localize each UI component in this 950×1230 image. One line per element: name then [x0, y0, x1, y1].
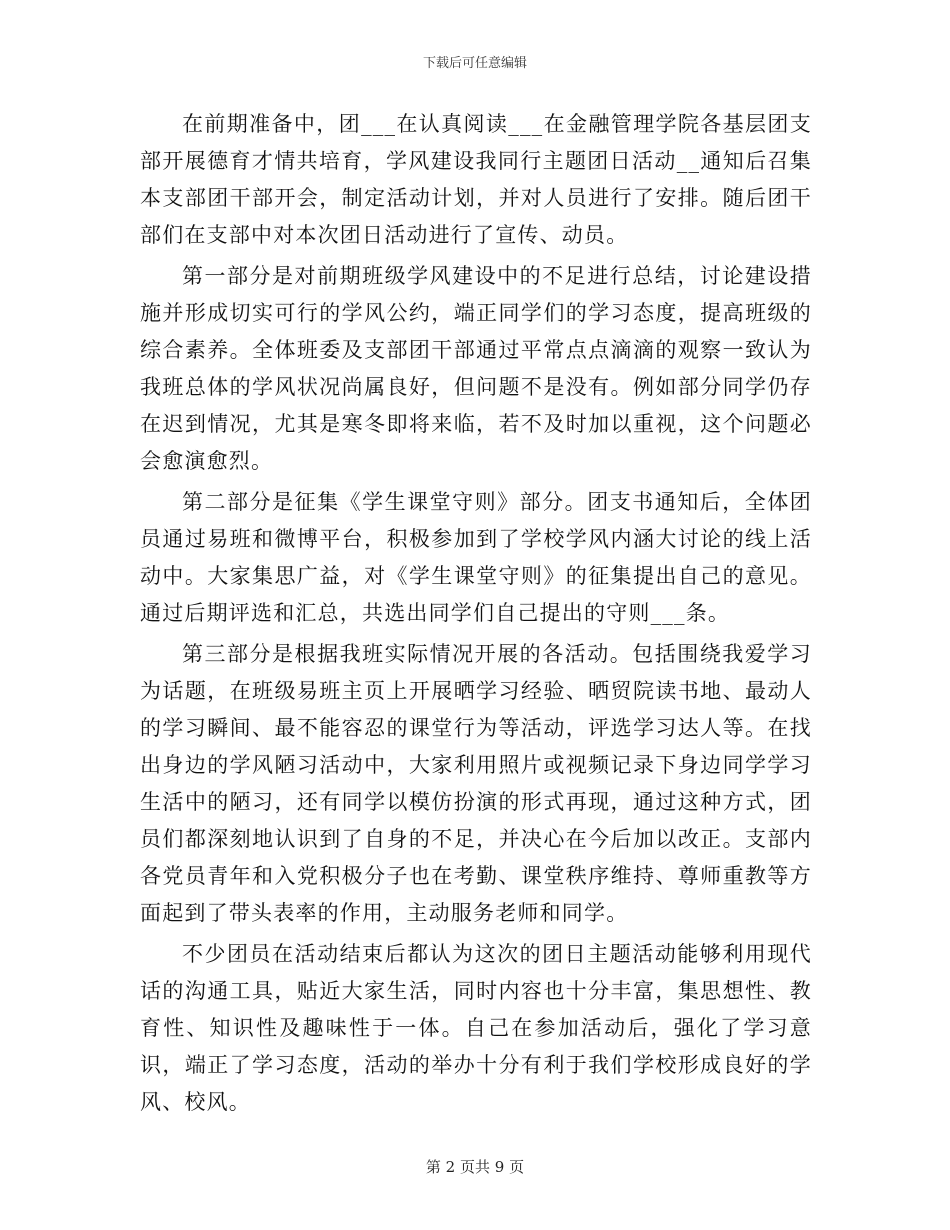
paragraph-conclusion: 不少团员在活动结束后都认为这次的团日主题活动能够利用现代话的沟通工具，贴近大家生活，同时内容也十分丰富，集思想性、教育性、知识性及趣味性于一体。自己在参加活动后，强化了学习意识，端正了学习态度，活动的举办十分有利于我们学校形成良好的学风、校风。 — [140, 942, 812, 1114]
page-footer: 第 2 页共 9 页 — [425, 1158, 525, 1176]
document-body — [140, 106, 812, 1125]
page-header: 下载后可任意编辑 — [422, 56, 527, 71]
paragraph-part-one: 第一部分是对前期班级学风建设中的不足进行总结，讨论建设措施并形成切实可行的学风公约，端正同学们的学习态度，提高班级的综合素养。全体班委及支部团干部通过平常点点滴滴的观察一致认为我班总体的学风状况尚属良好，但问题不是没有。例如部分同学仍存在迟到情况，尤其是寒冬即将来临，若不及时加以重视，这个问题必会愈演愈烈。 — [140, 264, 812, 473]
paragraph-part-three: 第三部分是根据我班实际情况开展的各活动。包括围绕我爱学习为话题，在班级易班主页上开展晒学习经验、晒贸院读书地、最动人的学习瞬间、最不能容忍的课堂行为等活动，评选学习达人等。在找出身边的学风陋习活动中，大家利用照片或视频记录下身边同学学习生活中的陋习，还有同学以模仿扮演的形式再现，通过这种方式，团员们都深刻地认识到了自身的不足，并决心在今后加以改正。支部内各党员青年和入党积极分子也在考勤、课堂秩序维持、尊师重教等方面起到了带头表率的作用，主动服务老师和同学。 — [140, 642, 812, 925]
paragraph-part-two: 第二部分是征集《学生课堂守则》部分。团支书通知后，全体团员通过易班和微博平台，积极参加到了学校学风内涵大讨论的线上活动中。大家集思广益，对《学生课堂守则》的征集提出自己的意见。通过后期评选和汇总，共选出同学们自己提出的守则___条。 — [140, 490, 812, 625]
paragraph-preparation: 在前期准备中，团___在认真阅读___在金融管理学院各基层团支部开展德育才情共培育，学风建设我同行主题团日活动__通知后召集本支部团干部开会，制定活动计划，并对人员进行了安排。随后团干部们在支部中对本次团日活动进行了宣传、动员。 — [140, 112, 812, 247]
